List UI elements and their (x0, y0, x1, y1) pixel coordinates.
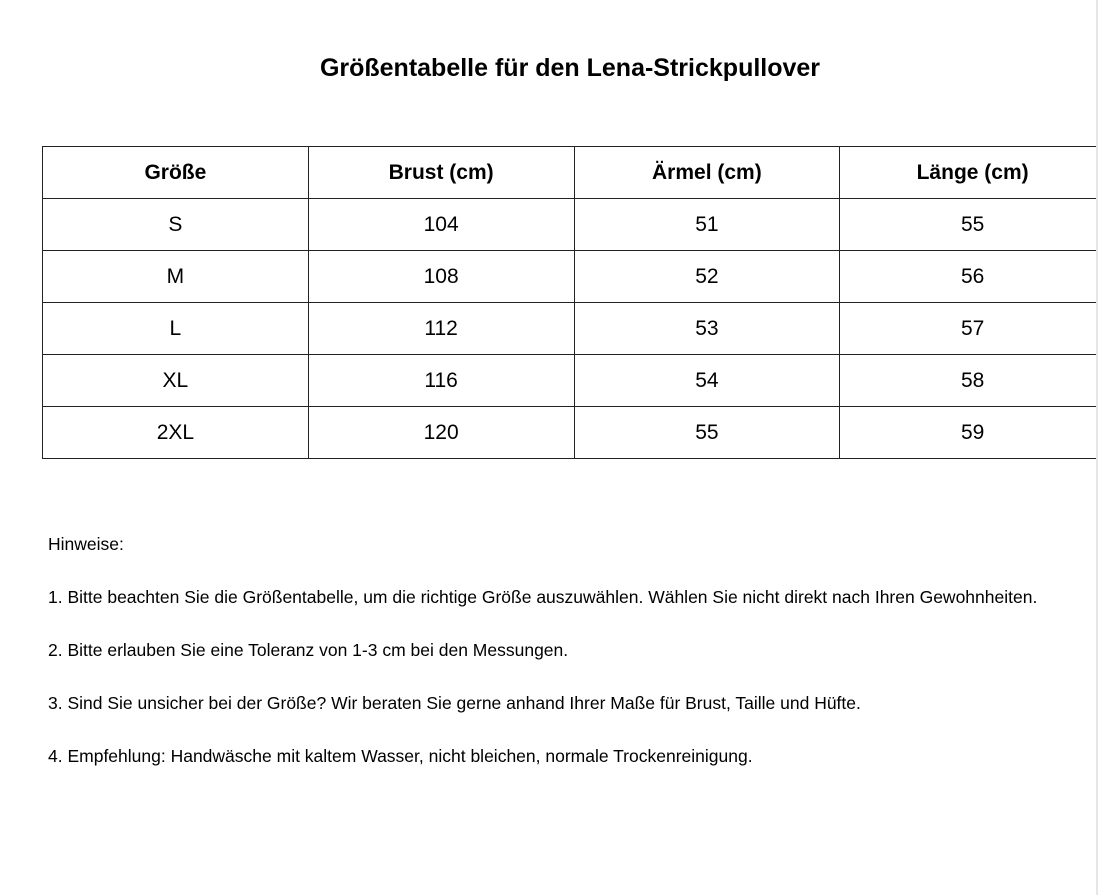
note-item-3: 3. Sind Sie unsicher bei der Größe? Wir beraten Sie gerne anhand Ihrer Maße für Brust, Taille und Hüfte. (48, 693, 861, 713)
cell-sleeve: 53 (574, 303, 840, 355)
cell-sleeve: 55 (574, 407, 840, 459)
size-chart-table (42, 146, 1098, 459)
cell-length: 59 (840, 407, 1098, 459)
table-header-row (43, 147, 1098, 199)
notes-heading: Hinweise: (48, 534, 124, 554)
cell-length: 56 (840, 251, 1098, 303)
cell-sleeve: 54 (574, 355, 840, 407)
note-item-2: 2. Bitte erlauben Sie eine Toleranz von 1-3 cm bei den Messungen. (48, 640, 569, 660)
column-header-size: Größe (43, 147, 309, 199)
note-item-4: 4. Empfehlung: Handwäsche mit kaltem Wasser, nicht bleichen, normale Trockenreinigung. (48, 746, 753, 766)
page-title: Größentabelle für den Lena-Strickpullover (319, 54, 821, 82)
notes-section (48, 533, 1098, 798)
cell-chest: 112 (308, 303, 574, 355)
table-row (43, 407, 1098, 459)
table-row (43, 355, 1098, 407)
cell-size: S (43, 199, 309, 251)
cell-chest: 108 (308, 251, 574, 303)
table-row (43, 199, 1098, 251)
cell-size: L (43, 303, 309, 355)
cell-length: 58 (840, 355, 1098, 407)
column-header-sleeve: Ärmel (cm) (574, 147, 840, 199)
cell-chest: 104 (308, 199, 574, 251)
table-row (43, 303, 1098, 355)
cell-sleeve: 52 (574, 251, 840, 303)
cell-sleeve: 51 (574, 199, 840, 251)
cell-length: 55 (840, 199, 1098, 251)
table-row (43, 251, 1098, 303)
column-header-chest: Brust (cm) (308, 147, 574, 199)
cell-length: 57 (840, 303, 1098, 355)
cell-size: 2XL (43, 407, 309, 459)
cell-size: M (43, 251, 309, 303)
note-item-1: 1. Bitte beachten Sie die Größentabelle, um die richtige Größe auszuwählen. Wählen Sie nicht direkt nach Ihren Gewohnheiten. (48, 587, 1038, 607)
cell-size: XL (43, 355, 309, 407)
cell-chest: 120 (308, 407, 574, 459)
cell-chest: 116 (308, 355, 574, 407)
column-header-length: Länge (cm) (840, 147, 1098, 199)
